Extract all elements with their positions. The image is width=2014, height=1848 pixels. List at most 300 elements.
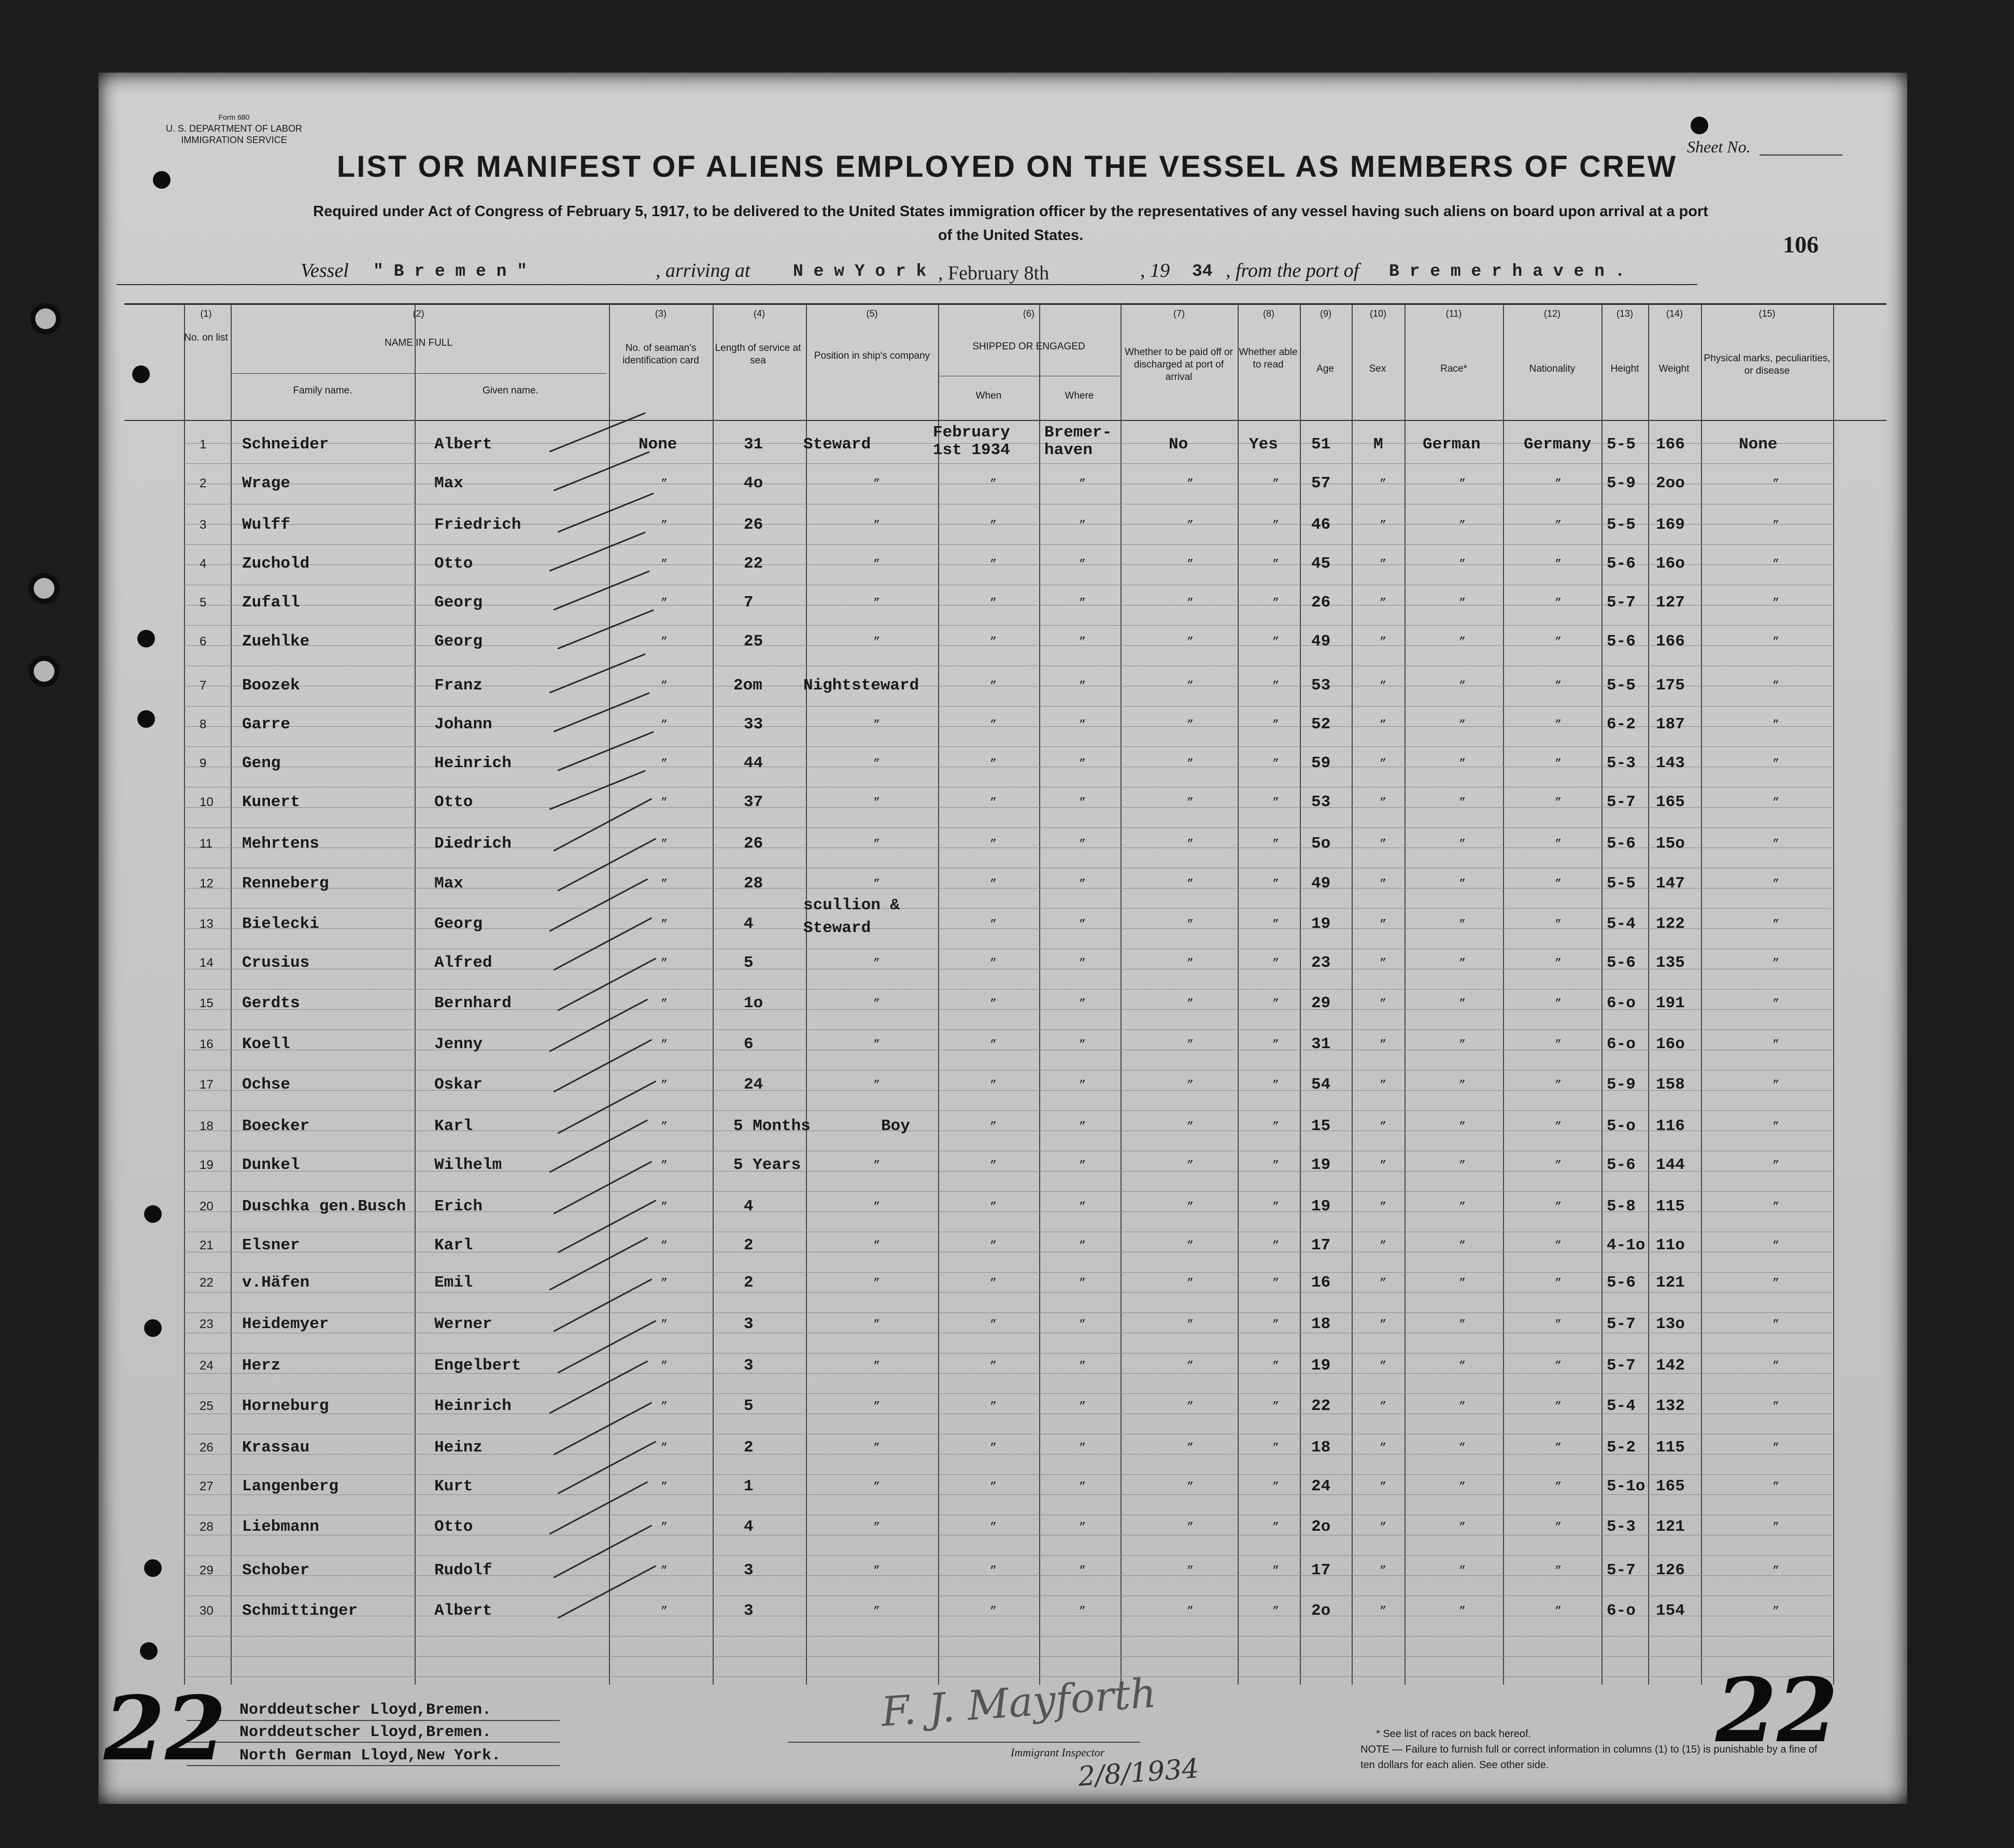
- ditto-mark: ”: [1272, 1079, 1280, 1092]
- ditto-mark: ”: [873, 1277, 881, 1290]
- cell-length: 25: [744, 632, 763, 651]
- cell-given: Kurt: [434, 1477, 473, 1496]
- ditto-mark: ”: [1272, 680, 1280, 693]
- ditto-mark: ”: [873, 997, 881, 1010]
- cell-nat: Germany: [1524, 435, 1592, 454]
- cell-length: 3: [744, 1602, 754, 1620]
- cell-no: 5: [200, 596, 207, 610]
- cell-weight: 169: [1656, 516, 1685, 534]
- ditto-mark: ”: [873, 1159, 881, 1172]
- ditto-mark: ”: [1772, 597, 1780, 610]
- ditto-mark: ”: [1555, 918, 1562, 931]
- ditto-mark: ”: [1079, 918, 1086, 931]
- ditto-mark: ”: [990, 997, 997, 1010]
- ditto-mark: ”: [873, 878, 881, 891]
- cell-length: 26: [744, 516, 763, 534]
- col-header-age: Age: [1316, 363, 1334, 374]
- cell-read: Yes: [1249, 435, 1278, 454]
- note-label: NOTE: [1360, 1744, 1389, 1755]
- ditto-mark: ”: [1079, 1277, 1086, 1290]
- ditto-mark: ”: [1272, 1159, 1280, 1172]
- col-header-able-read: Whether able to read: [1239, 347, 1298, 370]
- cell-weight: 121: [1656, 1518, 1685, 1536]
- cell-age: 29: [1311, 994, 1331, 1012]
- cell-no: 27: [200, 1479, 214, 1493]
- cell-no: 13: [200, 917, 214, 931]
- cell-weight: 121: [1656, 1274, 1685, 1292]
- service-name: IMMIGRATION SERVICE: [181, 135, 287, 145]
- cell-family: Boecker: [242, 1117, 310, 1135]
- ditto-mark: ”: [1187, 1480, 1194, 1493]
- ditto-mark: ”: [1555, 1159, 1562, 1172]
- ditto-mark: ”: [1772, 718, 1780, 731]
- cell-age: 51: [1311, 435, 1331, 454]
- ditto-mark: ”: [1079, 558, 1086, 571]
- cell-given: Engelbert: [434, 1357, 521, 1375]
- ditto-mark: ”: [1272, 878, 1280, 891]
- cell-weight: 2oo: [1656, 474, 1685, 492]
- ditto-mark: ”: [990, 1442, 997, 1455]
- cell-no: 17: [200, 1078, 214, 1092]
- row-guide-line: [184, 1676, 1832, 1677]
- ditto-mark: ”: [661, 1159, 668, 1172]
- cell-card: None: [639, 435, 677, 454]
- footer-agent-line: Norddeutscher Lloyd,Bremen.: [239, 1724, 492, 1741]
- column-number: (3): [655, 308, 666, 319]
- cell-given: Karl: [434, 1117, 473, 1135]
- ditto-mark: ”: [1272, 1277, 1280, 1290]
- header-bottom-rule: [124, 420, 1887, 421]
- column-rule: [1238, 303, 1239, 1685]
- ditto-mark: ”: [1772, 1400, 1780, 1413]
- handwritten-number-left: 22: [104, 1677, 226, 1781]
- cell-length: 4: [744, 1197, 754, 1216]
- cell-length: 37: [744, 793, 763, 811]
- handwritten-number-right: 22: [1715, 1659, 1838, 1762]
- cell-given: Johann: [434, 715, 492, 733]
- cell-age: 24: [1311, 1477, 1331, 1496]
- ditto-mark: ”: [1272, 1400, 1280, 1413]
- cell-family: Duschka gen.Busch: [242, 1197, 406, 1216]
- ditto-mark: ”: [1772, 519, 1780, 532]
- cell-family: Heidemyer: [242, 1315, 329, 1333]
- ditto-mark: ”: [661, 878, 668, 891]
- ditto-mark: ”: [1772, 1605, 1780, 1618]
- cell-family: Renneberg: [242, 874, 329, 893]
- footer-rule: [187, 1720, 560, 1721]
- row-guide-line: [184, 1575, 1832, 1576]
- cell-no: 21: [200, 1238, 214, 1252]
- cell-weight: 126: [1656, 1561, 1685, 1579]
- cell-height: 5-3: [1607, 754, 1636, 772]
- ditto-mark: ”: [1459, 1605, 1466, 1618]
- ditto-mark: ”: [1079, 1159, 1086, 1172]
- cell-weight: 16o: [1656, 555, 1685, 573]
- ditto-mark: ”: [1187, 1120, 1194, 1133]
- from-port-label: , from the port of: [1226, 260, 1359, 281]
- ditto-mark: ”: [1555, 1038, 1562, 1051]
- ditto-mark: ”: [1187, 1521, 1194, 1534]
- cell-length: 3: [744, 1357, 754, 1375]
- cell-no: 28: [200, 1520, 214, 1534]
- ditto-mark: ”: [1772, 997, 1780, 1010]
- ditto-mark: ”: [1380, 1038, 1387, 1051]
- cell-height: 5-8: [1607, 1197, 1636, 1216]
- cell-height: 5-6: [1607, 632, 1636, 651]
- row-guide-line: [184, 807, 1832, 808]
- vessel-name: " B r e m e n ": [373, 262, 528, 281]
- ditto-mark: ”: [1187, 1277, 1194, 1290]
- cell-when: February 1st 1934: [933, 424, 1010, 459]
- ditto-mark: ”: [990, 1159, 997, 1172]
- ditto-mark: ”: [1772, 558, 1780, 571]
- ditto-mark: ”: [1187, 636, 1194, 648]
- cell-length: 3: [744, 1315, 754, 1333]
- ditto-mark: ”: [1187, 1318, 1194, 1331]
- ditto-mark: ”: [1187, 796, 1194, 809]
- cell-no: 20: [200, 1200, 214, 1214]
- document-title: LIST OR MANIFEST OF ALIENS EMPLOYED ON THE VESSEL AS MEMBERS OF CREW: [336, 150, 1678, 184]
- ditto-mark: ”: [1772, 636, 1780, 648]
- ditto-mark: ”: [1272, 636, 1280, 648]
- ditto-mark: ”: [661, 997, 668, 1010]
- cell-length: 1o: [744, 994, 763, 1012]
- col-header-given: Given name.: [483, 385, 538, 396]
- ditto-mark: ”: [1272, 519, 1280, 532]
- column-rule: [1503, 303, 1504, 1685]
- ditto-mark: ”: [1459, 1521, 1466, 1534]
- ditto-mark: ”: [1772, 1038, 1780, 1051]
- ditto-mark: ”: [990, 558, 997, 571]
- departure-port: B r e m e r h a v e n .: [1389, 262, 1625, 281]
- col-header-name: NAME IN FULL: [385, 337, 452, 348]
- cell-given: Otto: [434, 1518, 473, 1536]
- ditto-mark: ”: [990, 878, 997, 891]
- cell-given: Werner: [434, 1315, 492, 1333]
- cell-length: 5: [744, 1397, 754, 1415]
- ditto-mark: ”: [661, 477, 668, 490]
- ditto-mark: ”: [661, 680, 668, 693]
- cell-length: 5 Months: [733, 1117, 811, 1135]
- cell-height: 5-o: [1607, 1117, 1636, 1135]
- ditto-mark: ”: [1380, 1120, 1387, 1133]
- ditto-mark: ”: [990, 718, 997, 731]
- ditto-mark: ”: [1187, 1400, 1194, 1413]
- ditto-mark: ”: [990, 1605, 997, 1618]
- ditto-mark: ”: [873, 757, 881, 770]
- ditto-mark: ”: [661, 1521, 668, 1534]
- ditto-mark: ”: [661, 1442, 668, 1455]
- cell-given: Emil: [434, 1274, 473, 1292]
- cell-age: 53: [1311, 793, 1331, 811]
- cell-age: 17: [1311, 1561, 1331, 1579]
- ditto-mark: ”: [873, 838, 881, 851]
- ditto-mark: ”: [1079, 1120, 1086, 1133]
- vessel-line-rule: [117, 284, 1697, 285]
- ditto-mark: ”: [1272, 1442, 1280, 1455]
- ditto-mark: ”: [1380, 519, 1387, 532]
- ditto-mark: ”: [1459, 1480, 1466, 1493]
- penalty-note: [1360, 1742, 1827, 1773]
- cell-family: Crusius: [242, 954, 310, 972]
- ditto-mark: ”: [1272, 997, 1280, 1010]
- page-number: 106: [1783, 231, 1819, 258]
- ditto-mark: ”: [1187, 838, 1194, 851]
- cell-height: 4-1o: [1607, 1236, 1646, 1254]
- cell-weight: 158: [1656, 1076, 1685, 1094]
- ditto-mark: ”: [661, 796, 668, 809]
- ditto-mark: ”: [873, 519, 881, 532]
- col-header-weight: Weight: [1658, 363, 1690, 374]
- ditto-mark: ”: [1079, 757, 1086, 770]
- ditto-mark: ”: [1187, 1159, 1194, 1172]
- cell-no: 15: [200, 996, 214, 1010]
- ditto-mark: ”: [1772, 1318, 1780, 1331]
- cell-age: 26: [1311, 594, 1331, 612]
- ditto-mark: ”: [1555, 1480, 1562, 1493]
- cell-height: 6-o: [1607, 1035, 1636, 1053]
- ditto-mark: ”: [1187, 997, 1194, 1010]
- ditto-mark: ”: [1380, 918, 1387, 931]
- ditto-mark: ”: [1459, 796, 1466, 809]
- cell-age: 15: [1311, 1117, 1331, 1135]
- ditto-mark: ”: [1555, 1318, 1562, 1331]
- ditto-mark: ”: [1772, 1521, 1780, 1534]
- cell-no: 7: [200, 679, 207, 693]
- ditto-mark: ”: [1459, 519, 1466, 532]
- ditto-mark: ”: [873, 1079, 881, 1092]
- ditto-mark: ”: [1079, 1605, 1086, 1618]
- ditto-mark: ”: [1187, 1079, 1194, 1092]
- ditto-mark: ”: [661, 1038, 668, 1051]
- cell-family: Herz: [242, 1357, 281, 1375]
- column-rule: [1121, 303, 1122, 1685]
- ditto-mark: ”: [1079, 477, 1086, 490]
- cell-age: 16: [1311, 1274, 1331, 1292]
- ditto-mark: ”: [1272, 718, 1280, 731]
- ditto-mark: ”: [1380, 1521, 1387, 1534]
- ditto-mark: ”: [661, 718, 668, 731]
- ditto-mark: ”: [1380, 636, 1387, 648]
- ditto-mark: ”: [1555, 597, 1562, 610]
- ditto-mark: ”: [873, 1318, 881, 1331]
- cell-height: 5-4: [1607, 1397, 1636, 1415]
- ditto-mark: ”: [1272, 1480, 1280, 1493]
- ditto-mark: ”: [1272, 838, 1280, 851]
- cell-family: Krassau: [242, 1438, 310, 1457]
- ditto-mark: ”: [661, 1564, 668, 1577]
- cell-given: Georg: [434, 594, 483, 612]
- col-header-physical: Physical marks, peculiarities, or disease: [1704, 353, 1831, 376]
- cell-height: 5-7: [1607, 1315, 1636, 1333]
- cell-no: 14: [200, 956, 214, 970]
- ditto-mark: ”: [1187, 757, 1194, 770]
- ditto-mark: ”: [1079, 796, 1086, 809]
- cell-family: Koell: [242, 1035, 291, 1053]
- row-guide-line: [184, 1191, 1832, 1192]
- cell-family: Zuehlke: [242, 632, 310, 651]
- cell-height: 5-6: [1607, 954, 1636, 972]
- ditto-mark: ”: [1459, 957, 1466, 970]
- ditto-mark: ”: [1079, 1239, 1086, 1252]
- cell-where: Bremer- haven: [1044, 424, 1112, 459]
- ditto-mark: ”: [873, 1360, 881, 1373]
- ditto-mark: ”: [661, 1239, 668, 1252]
- cell-marks: None: [1739, 435, 1778, 454]
- ditto-mark: ”: [990, 1239, 997, 1252]
- ditto-mark: ”: [1187, 718, 1194, 731]
- cell-family: Gerdts: [242, 994, 300, 1012]
- ditto-mark: ”: [990, 636, 997, 648]
- cell-height: 5-9: [1607, 1076, 1636, 1094]
- col-header-sex: Sex: [1369, 363, 1386, 374]
- year-suffix: 34: [1192, 262, 1213, 281]
- ditto-mark: ”: [873, 558, 881, 571]
- row-guide-line: [184, 1656, 1832, 1657]
- column-rule: [1701, 303, 1702, 1685]
- cell-no: 18: [200, 1119, 214, 1133]
- column-rule: [231, 303, 232, 1685]
- cell-family: Horneburg: [242, 1397, 329, 1415]
- ditto-mark: ”: [1555, 878, 1562, 891]
- ditto-mark: ”: [873, 1201, 881, 1214]
- ditto-mark: ”: [1187, 878, 1194, 891]
- ditto-mark: ”: [873, 597, 881, 610]
- cell-age: 52: [1311, 715, 1331, 733]
- row-guide-line: [184, 726, 1832, 727]
- cell-weight: 143: [1656, 754, 1685, 772]
- cell-family: Schmittinger: [242, 1602, 358, 1620]
- ditto-mark: ”: [661, 1400, 668, 1413]
- cell-length: 1: [744, 1477, 754, 1496]
- ditto-mark: ”: [990, 1360, 997, 1373]
- cell-height: 5-6: [1607, 1156, 1636, 1174]
- cell-weight: 142: [1656, 1357, 1685, 1375]
- ditto-mark: ”: [873, 1239, 881, 1252]
- ditto-mark: ”: [1772, 1079, 1780, 1092]
- col-header-position: Position in ship's company: [814, 350, 930, 361]
- cell-age: 2o: [1311, 1602, 1331, 1620]
- cell-no: 30: [200, 1604, 214, 1618]
- cell-family: Geng: [242, 754, 281, 772]
- ditto-mark: ”: [1459, 1360, 1466, 1373]
- cell-weight: 187: [1656, 715, 1685, 733]
- ditto-mark: ”: [1459, 997, 1466, 1010]
- cell-height: 5-6: [1607, 555, 1636, 573]
- cell-position: Steward: [803, 435, 871, 454]
- row-guide-line: [184, 544, 1832, 545]
- ditto-mark: ”: [1555, 757, 1562, 770]
- ditto-mark: ”: [990, 680, 997, 693]
- ditto-mark: ”: [1555, 1400, 1562, 1413]
- ditto-mark: ”: [1772, 1277, 1780, 1290]
- ditto-mark: ”: [873, 718, 881, 731]
- col-header-length: Length of service at sea: [715, 343, 801, 366]
- cell-no: 4: [200, 557, 207, 571]
- ditto-mark: ”: [661, 1120, 668, 1133]
- ditto-mark: ”: [1772, 477, 1780, 490]
- cell-no: 23: [200, 1317, 214, 1331]
- cell-family: Zuchold: [242, 555, 310, 573]
- cell-given: Heinz: [434, 1438, 483, 1457]
- row-guide-line: [184, 463, 1832, 464]
- col-header-height: Height: [1610, 363, 1639, 374]
- cell-length: 26: [744, 835, 763, 853]
- cell-given: Diedrich: [434, 835, 512, 853]
- ditto-mark: ”: [990, 1521, 997, 1534]
- row-guide-line: [184, 524, 1832, 525]
- ditto-mark: ”: [1555, 796, 1562, 809]
- ditto-mark: ”: [1459, 680, 1466, 693]
- cell-weight: 144: [1656, 1156, 1685, 1174]
- ditto-mark: ”: [1459, 1239, 1466, 1252]
- cell-length: 33: [744, 715, 763, 733]
- binder-ring: [29, 573, 60, 604]
- ditto-mark: ”: [1459, 1318, 1466, 1331]
- footer-rule: [187, 1742, 560, 1743]
- cell-no: 3: [200, 518, 207, 532]
- ditto-mark: ”: [990, 519, 997, 532]
- ditto-mark: ”: [1555, 1201, 1562, 1214]
- row-guide-line: [184, 1555, 1832, 1556]
- signature-date: 2/8/1934: [1077, 1753, 1200, 1793]
- row-guide-line: [184, 1090, 1832, 1091]
- cell-height: 5-2: [1607, 1438, 1636, 1457]
- ditto-mark: ”: [1380, 1360, 1387, 1373]
- ditto-mark: ”: [1555, 1564, 1562, 1577]
- cell-family: v.Häfen: [242, 1274, 310, 1292]
- cell-given: Oskar: [434, 1076, 483, 1094]
- ditto-mark: ”: [1555, 718, 1562, 731]
- sheet-number-label: Sheet No.: [1687, 137, 1751, 156]
- ditto-mark: ”: [1272, 918, 1280, 931]
- col-header-when: When: [975, 390, 1002, 401]
- ditto-mark: ”: [1380, 558, 1387, 571]
- ditto-mark: ”: [1459, 1442, 1466, 1455]
- ditto-mark: ”: [661, 838, 668, 851]
- ditto-mark: ”: [1380, 597, 1387, 610]
- cell-weight: 115: [1656, 1438, 1685, 1457]
- ditto-mark: ”: [990, 796, 997, 809]
- column-rule: [1039, 303, 1040, 1685]
- ditto-mark: ”: [1187, 680, 1194, 693]
- cell-family: Dunkel: [242, 1156, 300, 1174]
- ditto-mark: ”: [1380, 1442, 1387, 1455]
- inspector-signature: F. J. Mayforth: [880, 1670, 1158, 1736]
- ditto-mark: ”: [1272, 1360, 1280, 1373]
- cell-height: 6-2: [1607, 715, 1636, 733]
- ditto-mark: ”: [1772, 796, 1780, 809]
- ditto-mark: ”: [1380, 477, 1387, 490]
- arriving-label: , arriving at: [656, 260, 750, 281]
- ditto-mark: ”: [1459, 477, 1466, 490]
- row-guide-line: [184, 1454, 1832, 1455]
- ditto-mark: ”: [1079, 1318, 1086, 1331]
- ditto-mark: ”: [1459, 838, 1466, 851]
- race-footnote: * See list of races on back hereof.: [1376, 1728, 1531, 1740]
- ditto-mark: ”: [1459, 1120, 1466, 1133]
- ditto-mark: ”: [1459, 558, 1466, 571]
- row-guide-line: [184, 1029, 1832, 1030]
- ditto-mark: ”: [1772, 1442, 1780, 1455]
- ditto-mark: ”: [873, 636, 881, 648]
- col-header-no: No. on list: [184, 332, 228, 343]
- ditto-mark: ”: [1772, 878, 1780, 891]
- cell-weight: 127: [1656, 594, 1685, 612]
- cell-age: 53: [1311, 676, 1331, 695]
- ditto-mark: ”: [661, 1079, 668, 1092]
- ditto-mark: ”: [661, 1277, 668, 1290]
